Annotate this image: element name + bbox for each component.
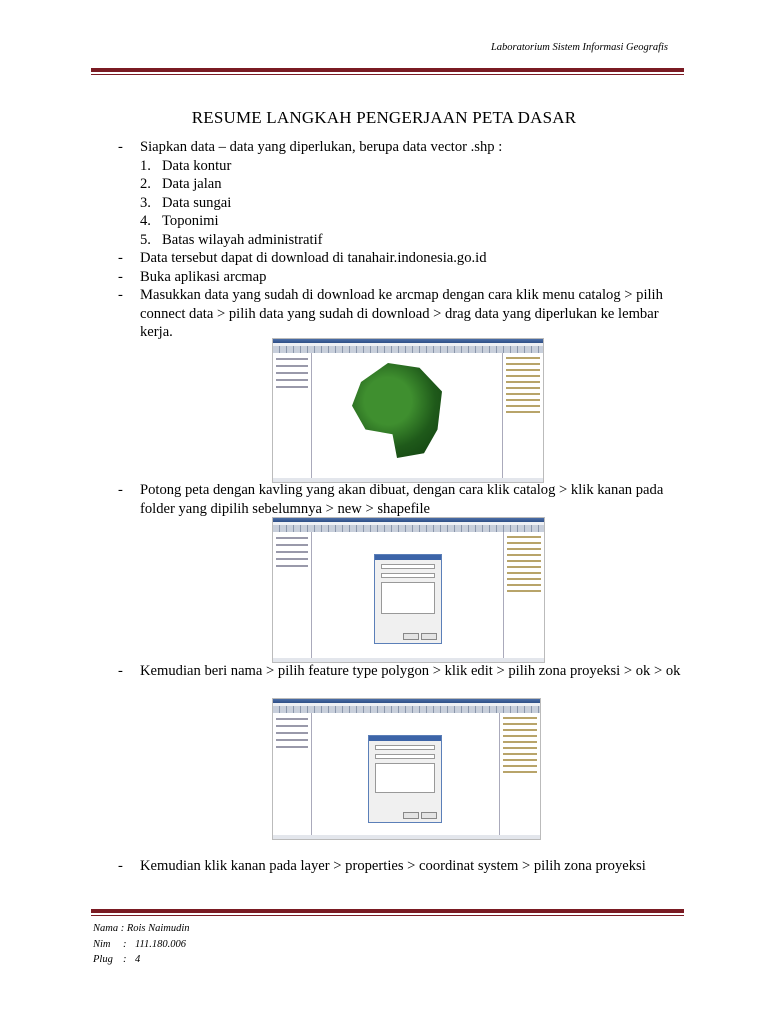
list-item	[140, 231, 684, 250]
catalog-panel	[502, 353, 543, 478]
list-number: 3.	[140, 194, 151, 211]
list-label: Data sungai	[162, 194, 232, 211]
footer-rule	[91, 909, 684, 916]
document-body	[118, 138, 684, 342]
plug-value: 4	[135, 954, 141, 965]
arcmap-screenshot-1	[272, 338, 544, 483]
list-number: 1.	[140, 157, 151, 174]
list-item	[118, 249, 684, 268]
step-text: Data tersebut dapat di download di tanahair.indonesia.go.id	[140, 250, 487, 266]
list-number: 4.	[140, 213, 151, 229]
page-title: RESUME LANGKAH PENGERJAAN PETA DASAR	[191, 108, 577, 127]
step-text: Siapkan data – data yang diperlukan, berupa data vector .shp :	[140, 139, 503, 155]
bullet-dash: -	[118, 482, 123, 498]
list-item	[140, 212, 684, 231]
step-text: Potong peta dengan kavling yang akan dibuat, dengan cara klik catalog > klik kanan pada folder yang dipilih sebelumnya > new > shapefile	[140, 482, 664, 517]
footer-row-plug	[93, 952, 190, 968]
step-text: Masukkan data yang sudah di download ke arcmap dengan cara klik menu catalog > pilih connect data > pilih data yang sudah di download > drag data yang diperlukan ke lembar kerja.	[140, 287, 663, 340]
table-of-contents-panel	[273, 713, 312, 835]
nim-separator: :	[123, 938, 127, 950]
step-text: Buka aplikasi arcmap	[140, 268, 267, 285]
nama-value: Rois Naimudin	[126, 923, 190, 934]
header-text: Laboratorium Sistem Informasi Geografis	[490, 42, 668, 53]
list-item	[118, 286, 684, 342]
bullet-dash: -	[118, 663, 123, 679]
list-label: Toponimi	[162, 213, 219, 229]
bullet-dash: -	[118, 250, 123, 266]
map-view	[312, 713, 499, 835]
nim-value: 111.180.006	[135, 938, 186, 950]
catalog-panel	[499, 713, 540, 835]
footer	[93, 921, 190, 968]
new-shapefile-dialog	[374, 554, 442, 644]
list-label: Data kontur	[162, 157, 232, 174]
step-text: Kemudian klik kanan pada layer > properties > coordinat system > pilih zona proyeksi	[140, 858, 646, 874]
nama-label: Nama :	[93, 923, 125, 934]
map-view	[312, 353, 502, 478]
list-item	[118, 857, 684, 876]
list-label: Data jalan	[162, 176, 222, 192]
list-item	[118, 481, 684, 518]
bullet-dash: -	[118, 268, 123, 285]
bullet-dash: -	[118, 139, 123, 155]
bullet-dash: -	[118, 858, 123, 874]
list-number: 2.	[140, 176, 151, 192]
document-body-4	[118, 857, 684, 876]
bullet-dash: -	[118, 287, 123, 303]
nim-label: Nim	[93, 938, 111, 950]
list-item	[118, 138, 684, 157]
map-layer-shape	[352, 363, 442, 458]
list-label: Batas wilayah administratif	[162, 231, 323, 248]
list-item	[140, 194, 684, 213]
list-item	[118, 268, 684, 287]
footer-row-nim	[93, 937, 190, 953]
footer-row-nama	[93, 921, 190, 937]
table-of-contents-panel	[273, 532, 312, 658]
shapefile-properties-dialog	[368, 735, 442, 823]
list-number: 5.	[140, 231, 151, 248]
header-rule	[91, 68, 684, 75]
plug-label: Plug	[93, 954, 113, 965]
data-list	[140, 157, 684, 250]
document-body-2	[118, 481, 684, 518]
map-view	[312, 532, 503, 658]
list-item	[140, 157, 684, 176]
catalog-panel	[503, 532, 544, 658]
list-item	[118, 662, 684, 681]
plug-separator: :	[123, 954, 127, 965]
document-body-3	[118, 662, 684, 681]
table-of-contents-panel	[273, 353, 312, 478]
arcmap-screenshot-2	[272, 517, 545, 663]
arcmap-screenshot-3	[272, 698, 541, 840]
step-text: Kemudian beri nama > pilih feature type polygon > klik edit > pilih zona proyeksi > ok > ok	[140, 663, 681, 679]
list-item	[140, 175, 684, 194]
